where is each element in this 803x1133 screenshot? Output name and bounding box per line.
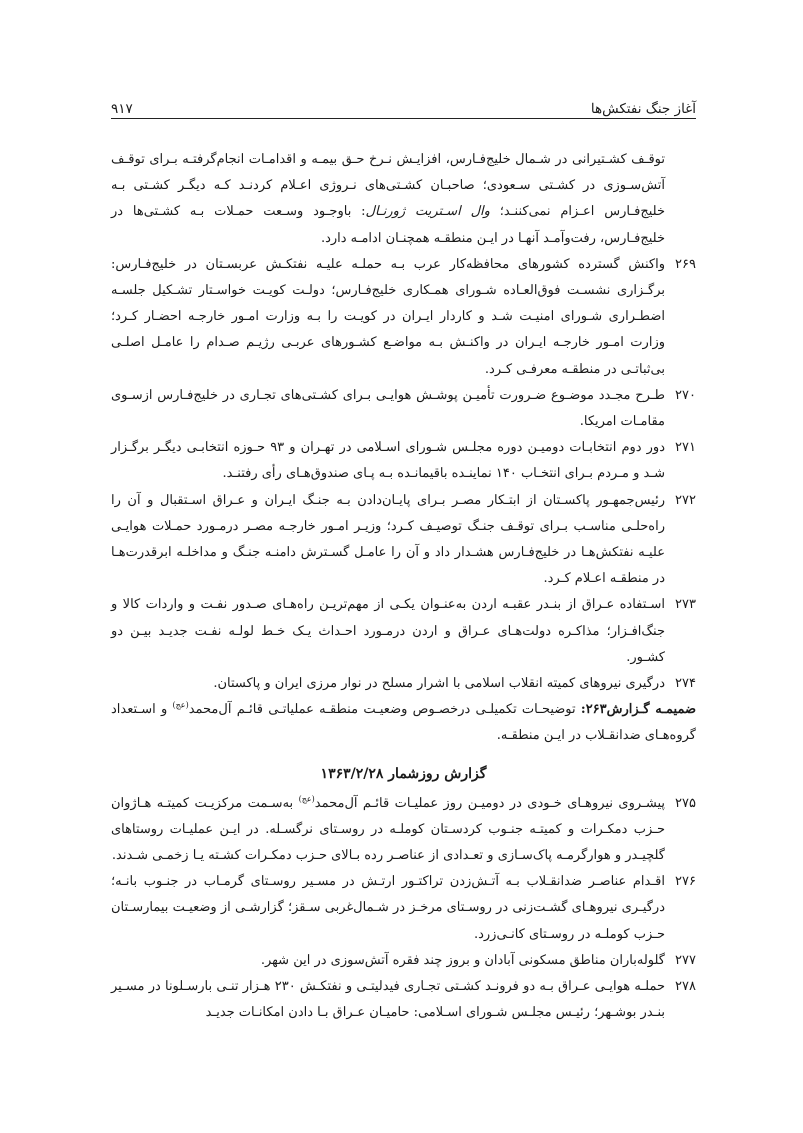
entry-text: حملـه هوایـی عـراق بـه دو فرونـد کشـتی تجـاری فیدلیتـی و نفتکـش ۲۳۰ هـزار تنـی بارسـلونا در مسـیر بنـدر بوشـهر؛ رئیـس مجلـس شـورای اسـلامی: حامیـان عـراق بـا دادن امکانـات جدیـد — [111, 979, 666, 1021]
entry-number: ۲۷۲ — [675, 492, 696, 508]
entry-text: طـرح مجـدد موضـوع ضـرورت تأمیـن پوشـش هوایـی بـرای کشـتی‌های تجـاری در خلیج‌فـارس ازسـوی مقامـات امریکا. — [111, 387, 665, 430]
entry-number: ۲۷۰ — [675, 387, 696, 403]
entry-text: واکنش گسترده کشورهای محافظه‌کار عرب بـه حملـه علیـه نفتکـش عربسـتان در خلیج‌فـارس: برگـزاری نشسـت فوق‌العـاده شـورای همـکاری خلیج‌فـارس؛ دولـت کویـت خواسـتار تشـکیل جلسـه اضطـراری شـورای امنیـت شـد و کاردار ایـران در کویـت را بـه وزارت امـور خارجـه احضـار کـرد؛ وزارت امـور خارجـه ایـران در واکنـش بـه مواضـع کشـورهای عربـی رژیـم صـدام را عامـل اصلـی بی‌ثباتـی در منطقـه معرفـی کـرد. — [111, 256, 665, 377]
supplement-paragraph — [111, 697, 696, 749]
entry-number: ۲۷۱ — [675, 440, 696, 456]
running-head — [111, 94, 696, 118]
entry-number: ۲۶۹ — [675, 256, 696, 272]
supplement-sup: (عج) — [172, 700, 189, 710]
entry-278 — [111, 974, 696, 1026]
section-title: گزارش روزشمار ۱۳۶۳/۲/۲۸ — [320, 765, 487, 782]
entry-275 — [111, 791, 696, 870]
entry-276 — [111, 869, 696, 948]
supplement-text-after: و اسـتعداد گروه‌هـای ضدانقـلاب در ایـن منطقـه. — [111, 702, 696, 744]
entry-text: رئیس‌جمهـور پاکسـتان از ابتـکار مصـر بـرای پایـان‌دادن بـه جنـگ ایـران و عـراق اسـتقبال و آن را راه‌حلـی مناسـب بـرای توقـف جنـگ توصیـف کـرد؛ وزیـر امـور خارجـه مصـر درمـورد حمـلات هوایـی علیـه نفتکش‌هـا در خلیج‌فـارس هشـدار داد و آن را عامـل گسـترش دامنـه جنـگ و مداخلـه ابرقدرت‌هـا در منطقـه اعـلام کـرد. — [111, 492, 665, 587]
entry-272 — [111, 488, 696, 593]
entry-number: ۲۷۶ — [675, 874, 696, 890]
entry-text-after: به‌سـمت مرکزیـت کمیتـه هـاژوان حـزب دمکـرات و کمیتـه جنـوب کردسـتان کوملـه در روسـتای نرگسـله. در ایـن عملیـات روستاهای گلچیـدر و هوارگرمـه پاک‌سـازی و تعـدادی از عناصـر رده بـالای حـزب دمکـرات کشـته یـا زخمـی شـدند. — [111, 795, 665, 864]
entry-text: درگیری نیروهای کمیته انقلاب اسلامی با اشرار مسلح در نوار مرزی ایران و پاکستان. — [213, 676, 665, 692]
entry-269 — [111, 252, 696, 383]
entry-number: ۲۷۵ — [675, 795, 696, 811]
entry-270 — [111, 383, 696, 435]
entry-text-before: پیشـروی نیروهـای خـودی در دومیـن روز عملیـات قائـم آل‌محمد — [314, 795, 665, 811]
intro-text: توقـف کشـتیرانی در شـمال خلیج‌فـارس، افزایـش نـرخ حـق بیمـه و اقدامـات انجام‌گرفتـه بـرای توقـف آتش‌سـوزی در کشـتی سـعودی؛ صاحبـان کشـتی‌های نـروژی اعـلام کردنـد کـه دیگـر کشـتی بـه خلیج‌فـارس اعـزام نمی‌کننـد؛ — [111, 152, 665, 220]
entry-sup: (عج) — [298, 794, 315, 804]
page-number: ۹۱۷ — [111, 101, 133, 117]
header-rule — [111, 118, 696, 119]
intro-tail: : باوجـود وسـعت حمـلات بـه کشـتی‌ها در خلیج‌فـارس، رفت‌وآمـد آنهـا در ایـن منطقـه همچنـان ادامـه دارد. — [111, 204, 665, 246]
entry-number: ۲۷۴ — [675, 676, 696, 692]
entry-text — [111, 791, 665, 870]
supplement-label: ضمیمـه گـزارش۲۶۳: — [580, 702, 696, 718]
entry-number: ۲۷۸ — [675, 979, 696, 995]
page-body — [111, 147, 696, 1027]
entry-273 — [111, 592, 696, 671]
entry-number: ۲۷۷ — [675, 952, 696, 968]
entry-271 — [111, 435, 696, 487]
entry-number: ۲۷۳ — [675, 597, 696, 613]
entry-277 — [111, 948, 696, 974]
entry-274 — [111, 671, 696, 697]
supplement-text: توضیحـات تکمیلـی درخصـوص وضعیـت منطقـه عملیاتـی قائـم آل‌محمد — [188, 702, 576, 718]
chapter-title: آغاز جنگ نفتکش‌ها — [590, 101, 696, 117]
intro-paragraph — [111, 147, 696, 252]
entry-text: گلوله‌باران مناطق مسکونی آبادان و بروز چند فقره آتش‌سوزی در این شهر. — [260, 952, 665, 968]
entry-text: دور دوم انتخابـات دومیـن دوره مجلـس شـورای اسـلامی در تهـران و ۹۳ حـوزه انتخابـی دیگـر برگـزار شـد و مـردم بـرای انتخـاب ۱۴۰ نماینـده باقیمانـده بـه پـای صندوق‌هـای رأی رفتنـد. — [111, 440, 665, 482]
entry-text: اسـتفاده عـراق از بنـدر عقبـه اردن به‌عنـوان یکـی از مهم‌تریـن راه‌هـای صـدور نفـت و واردات کالا و جنگ‌افـزار؛ مذاکـره دولت‌هـای عـراق و اردن درمـورد احـداث یـک خـط لولـه نفـت جدیـد بیـن دو کشـور. — [111, 597, 665, 665]
intro-source: وال اسـتریت ژورنـال — [365, 204, 490, 220]
entry-text: اقـدام عناصـر ضدانقـلاب بـه آتـش‌زدن تراکتـور ارتـش در مسـیر روسـتای گرمـاب در جنـوب بانـه؛ درگیـری نیروهـای گشـت‌زنی در روسـتای مرخـز در شـمال‌غربی سـقز؛ گزارشـی از وضعیـت بیمارسـتان حـزب کوملـه در روسـتای کانـی‌زرد. — [111, 874, 665, 942]
